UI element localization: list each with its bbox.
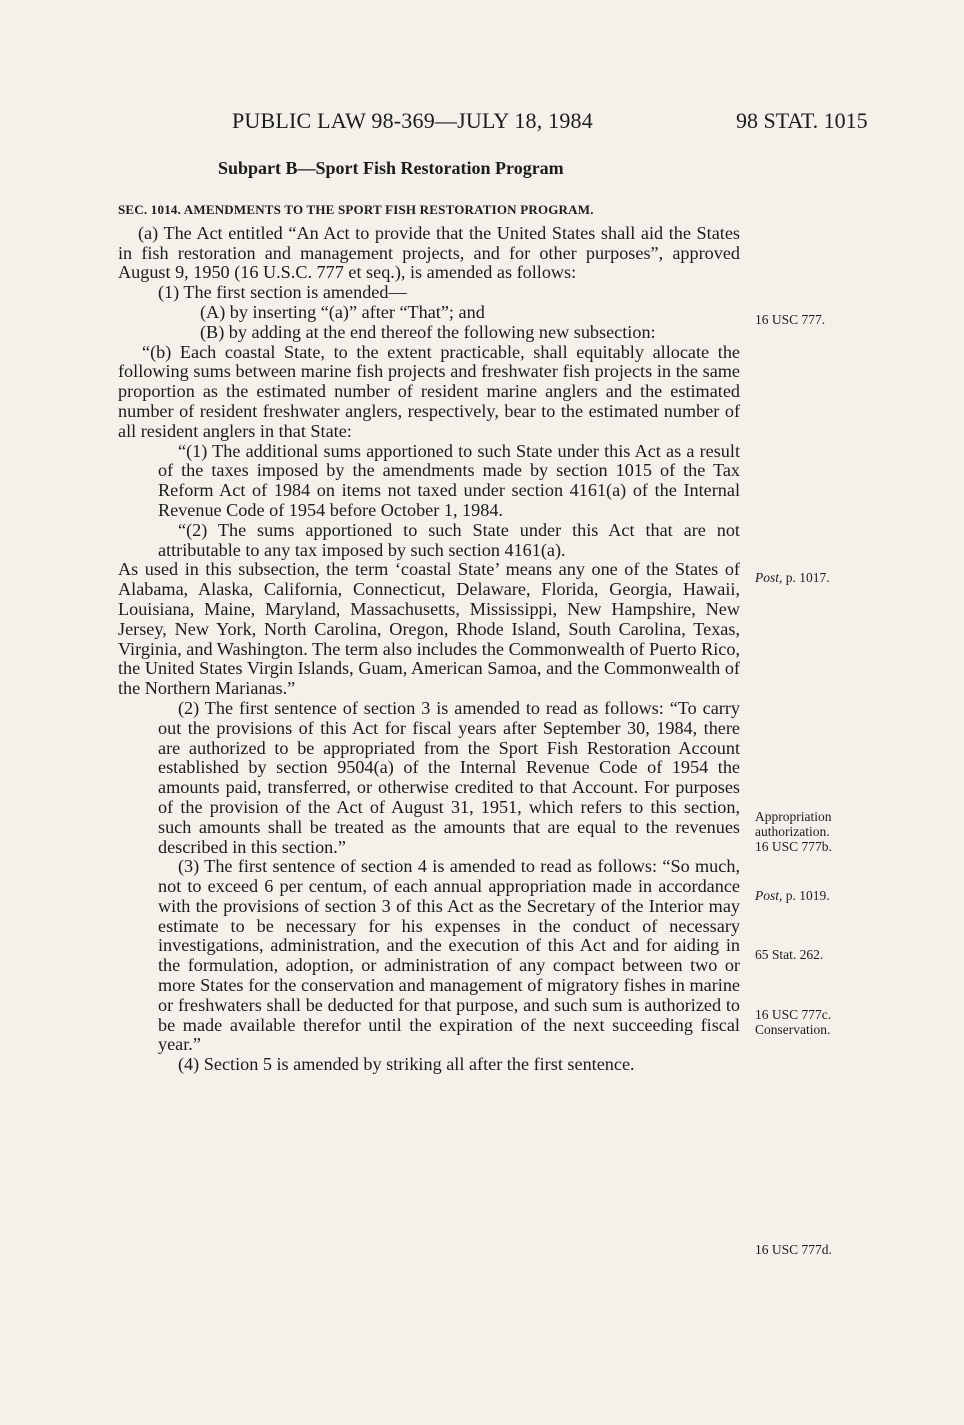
paragraph-quoted-b-1: “(1) The additional sums apportioned to such State under this Act as a result of the taxes imposed by the amendments made by section 1015 of the Tax Reform Act of 1984 on items not taxed under section 4161(a) of the Internal Revenue Code of 1954 before October 1, 1984.: [158, 440, 740, 520]
subpart-title: Subpart B—Sport Fish Restoration Program: [218, 158, 564, 178]
margin-note-post-1019: [755, 888, 830, 903]
margin-note-appropriation: [755, 809, 832, 854]
margin-note-post-1017-italic: Post,: [755, 570, 783, 585]
margin-note-65stat262: 65 Stat. 262.: [755, 947, 824, 962]
margin-note-post-1017-page: p. 1017.: [785, 570, 830, 585]
section-heading: SEC. 1014. AMENDMENTS TO THE SPORT FISH RESTORATION PROGRAM.: [118, 202, 594, 217]
margin-note-conservation: [755, 1007, 831, 1037]
margin-note-post-1019-page: p. 1019.: [785, 888, 830, 903]
paragraph-2: (2) The first sentence of section 3 is amended to read as follows: “To carry out the provisions of this Act for fiscal years after September 30, 1984, there are authorized to be appropriated from the Sport Fish Restoration Account established by section 9504(a) of the Internal Revenue Code of 1954 the amounts paid, transferred, or otherwise credited to that Account. For purposes of the provision of the Act of August 31, 1951, which refers to this section, such amounts shall be treated as the amounts that are equal to the revenues described in this section.”: [158, 697, 740, 857]
paragraph-quoted-b: “(b) Each coastal State, to the extent practicable, shall equitably allocate the following sums between marine fish projects and freshwater fish projects in the same proportion as the estimated number of resident marine anglers and the estimated number of resident freshwater anglers, respectively, bear to the estimated number of all resident anglers in that State:: [118, 341, 740, 441]
margin-note-appropriation-line2: authorization.: [755, 824, 830, 839]
paragraph-quoted-b-2: “(2) The sums apportioned to such State under this Act that are not attributable to any tax imposed by such section 4161(a).: [158, 519, 740, 560]
paragraph-coastal-definition: As used in this subsection, the term ‘coastal State’ means any one of the States of Alabama, Alaska, California, Connecticut, Delaware, Florida, Georgia, Hawaii, Louisiana, Maine, Maryland, Massachusetts, Mississippi, New Hampshire, New Jersey, New York, North Carolina, Oregon, Rhode Island, South Carolina, Texas, Virginia, and Washington. The term also includes the Commonwealth of Puerto Rico, the United States Virgin Islands, Guam, American Samoa, and the Commonwealth of the Northern Marianas.”: [118, 559, 740, 699]
paragraph-1: (1) The first section is amended—: [158, 282, 407, 303]
paragraph-3: (3) The first sentence of section 4 is amended to read as follows: “So much, not to exceed 6 per centum, of each annual appropriation made in accordance with the provisions of section 3 of this Act as the Secretary of the Interior may estimate to be necessary for his expenses in the conduct of necessary investigations, administration, and the execution of this Act and for aiding in the formulation, adoption, or administration of any compact between two or more States for the conservation and management of migratory fishes in marine or freshwaters shall be deducted for that purpose, and such sum is authorized to be made available therefor until the expiration of the next succeeding fiscal year.”: [158, 856, 740, 1055]
margin-note-post-1017: [755, 570, 830, 585]
paragraph-a: (a) The Act entitled “An Act to provide that the United States shall aid the States in fish restoration and management projects, and for other purposes”, approved August 9, 1950 (16 U.S.C. 777 et seq.), is amended as follows:: [118, 222, 740, 283]
margin-note-16usc777b: 16 USC 777b.: [755, 839, 832, 854]
margin-note-16usc777c: 16 USC 777c.: [755, 1007, 832, 1022]
paragraph-1-A: (A) by inserting “(a)” after “That”; and: [200, 301, 485, 322]
page-header-title: PUBLIC LAW 98-369—JULY 18, 1984: [232, 108, 593, 133]
paragraph-4: (4) Section 5 is amended by striking all after the first sentence.: [178, 1054, 635, 1075]
page-header-stat: 98 STAT. 1015: [736, 108, 868, 133]
margin-note-16usc777: 16 USC 777.: [755, 312, 826, 327]
main-text-column: [118, 200, 740, 1075]
margin-note-post-1019-italic: Post,: [755, 888, 783, 903]
margin-note-16usc777d: 16 USC 777d.: [755, 1242, 832, 1257]
paragraph-1-B: (B) by adding at the end thereof the following new subsection:: [200, 321, 656, 342]
margin-note-appropriation-line1: Appropriation: [755, 809, 832, 824]
margin-note-conservation-label: Conservation.: [755, 1022, 831, 1037]
